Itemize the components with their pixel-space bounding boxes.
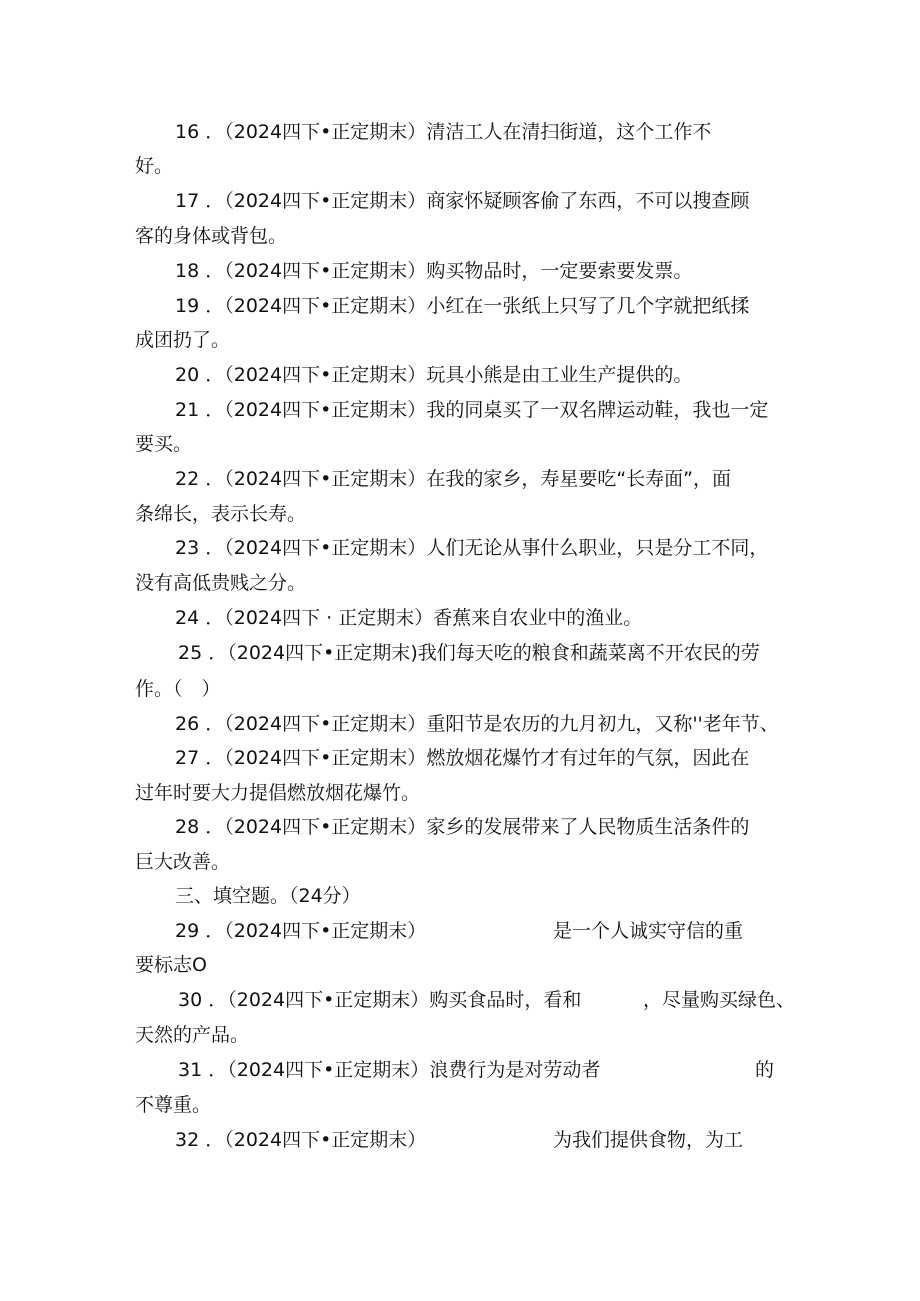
- question-number: 30: [178, 989, 203, 1011]
- question-18-line-1: 18 ．（2024四下•正定期末）购买物品时，一定要索要发票。: [175, 260, 693, 282]
- question-source: （2024四下•正定期末: [227, 642, 411, 664]
- question-31-after-blank: 的: [755, 1059, 775, 1081]
- question-32-after-blank: 为我们提供食物，为工: [553, 1129, 744, 1151]
- question-31-line-2: 不尊重。: [135, 1094, 212, 1116]
- question-source: （2024四下•正定期末）: [224, 713, 427, 735]
- question-16-line-2: 好。: [135, 155, 174, 177]
- question-25-line-1: 25 ．（2024四下•正定期末)我们每天吃的粮食和蔬菜离不开农民的劳: [178, 642, 760, 664]
- question-23-line-2: 没有高低贵贱之分。: [135, 572, 307, 594]
- question-number: 28: [175, 816, 200, 838]
- question-number: 29: [175, 920, 200, 942]
- question-number: 32: [175, 1129, 200, 1151]
- question-number: 19: [175, 295, 200, 317]
- question-25-line-2: 作。（ ）: [135, 678, 221, 700]
- question-source: （2024四下•正定期末）: [224, 364, 427, 386]
- question-22-line-1: 22 ．（2024四下•正定期末）在我的家乡，寿星要吃“长寿面”，面: [175, 468, 731, 490]
- question-number: 24: [175, 607, 200, 629]
- question-number: 26: [175, 713, 200, 735]
- question-number: 23: [175, 537, 200, 559]
- question-source: （2024四下•正定期末）: [224, 190, 427, 212]
- question-17-line-1: 17 ．（2024四下•正定期末）商家怀疑顾客偷了东西，不可以搜查顾: [175, 190, 750, 212]
- question-26-line-1: 26 ．（2024四下•正定期末）重阳节是农历的九月初九，又称''老年节、: [175, 713, 779, 735]
- question-30-line-2: 天然的产品。: [135, 1024, 250, 1046]
- question-17-line-2: 客的身体或背包。: [135, 225, 288, 247]
- section-title-fill-in: 三、填空题。（24分）: [175, 885, 361, 907]
- question-source: （2024四下 · 正定期末）: [224, 607, 434, 629]
- question-30-line-1: 30 ．（2024四下•正定期末）购买食品时，看和: [178, 989, 582, 1011]
- question-number: 22: [175, 468, 200, 490]
- question-source: （2024四下•正定期末）: [224, 468, 427, 490]
- question-number: 17: [175, 190, 200, 212]
- question-20-line-1: 20 ．（2024四下•正定期末）玩具小熊是由工业生产提供的。: [175, 364, 693, 386]
- question-23-line-1: 23 ．（2024四下•正定期末）人们无论从事什么职业，只是分工不同，: [175, 537, 769, 559]
- question-number: 21: [175, 399, 200, 421]
- question-number: 16: [175, 121, 200, 143]
- question-29-line-2: 要标志O: [135, 954, 207, 976]
- question-22-line-2: 条绵长，表示长寿。: [135, 503, 307, 525]
- question-32-line-1: 32 ．（2024四下•正定期末）: [175, 1129, 427, 1151]
- question-27-line-1: 27 ．（2024四下•正定期末）燃放烟花爆竹才有过年的气氛，因此在: [175, 747, 750, 769]
- question-28-line-1: 28 ．（2024四下•正定期末）家乡的发展带来了人民物质生活条件的: [175, 816, 750, 838]
- question-21-line-1: 21 ．（2024四下•正定期末）我的同桌买了一双名牌运动鞋，我也一定: [175, 399, 769, 421]
- question-28-line-2: 巨大改善。: [135, 851, 231, 873]
- question-number: 27: [175, 747, 200, 769]
- question-number: 25: [178, 642, 203, 664]
- question-16-line-1: 16 ．（2024四下•正定期末）清洁工人在清扫街道，这个工作不: [175, 121, 712, 143]
- question-source: （2024四下•正定期末）: [224, 260, 427, 282]
- question-source: （2024四下•正定期末）: [224, 1129, 427, 1151]
- question-source: （2024四下•正定期末）: [224, 537, 427, 559]
- question-source: （2024四下•正定期末）: [224, 295, 427, 317]
- question-source: （2024四下•正定期末）: [224, 747, 427, 769]
- question-29-after-blank: 是一个人诚实守信的重: [553, 920, 744, 942]
- question-source: （2024四下•正定期末）: [227, 989, 430, 1011]
- question-source: （2024四下•正定期末）: [227, 1059, 430, 1081]
- question-24-line-1: 24 ．（2024四下 · 正定期末）香蕉来自农业中的渔业。: [175, 607, 643, 629]
- question-29-line-1: 29 ．（2024四下•正定期末）: [175, 920, 427, 942]
- question-source: （2024四下•正定期末）: [224, 816, 427, 838]
- question-19-line-2: 成团扔了。: [135, 329, 231, 351]
- question-30-after-blank: ，尽量购买绿色、: [643, 989, 796, 1011]
- question-source: （2024四下•正定期末）: [224, 121, 427, 143]
- question-number: 20: [175, 364, 200, 386]
- question-number: 18: [175, 260, 200, 282]
- question-19-line-1: 19 ．（2024四下•正定期末）小红在一张纸上只写了几个字就把纸揉: [175, 295, 750, 317]
- question-31-line-1: 31 ．（2024四下•正定期末）浪费行为是对劳动者: [178, 1059, 601, 1081]
- question-27-line-2: 过年时要大力提倡燃放烟花爆竹。: [135, 782, 421, 804]
- question-21-line-2: 要买。: [135, 433, 193, 455]
- question-source: （2024四下•正定期末）: [224, 920, 427, 942]
- question-number: 31: [178, 1059, 203, 1081]
- question-source: （2024四下•正定期末）: [224, 399, 427, 421]
